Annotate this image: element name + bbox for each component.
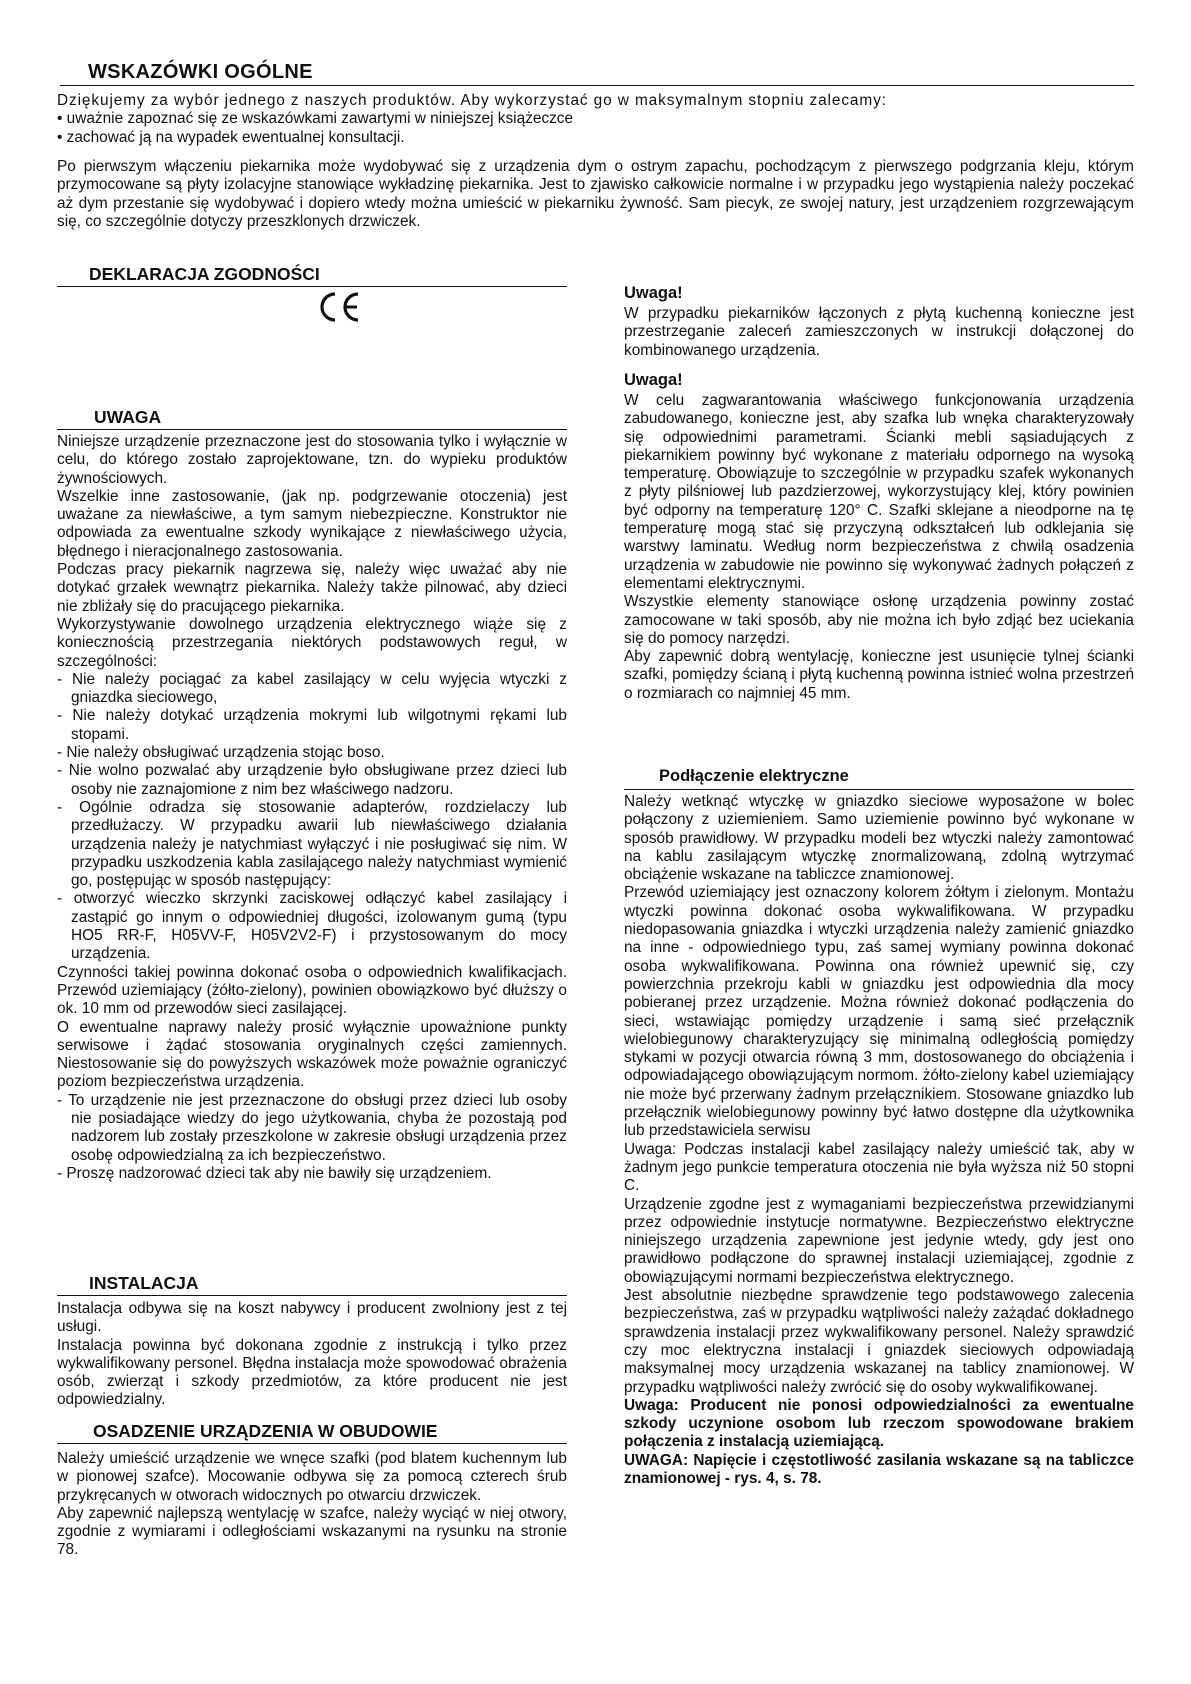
instalacja-paragraph-1: Instalacja odbywa się na koszt nabywcy i producent zwolniony jest z tej usługi.: [57, 1300, 567, 1336]
podlaczenie-warning-2: UWAGA: Napięcie i częstotliwość zasilania wskazane są na tabliczce znamionowej - rys. 4, s. 78.: [624, 1451, 1134, 1487]
uwaga-paragraph-2: Wszelkie inne zastosowanie, (jak np. podgrzewanie otoczenia) jest uważane za niewłaściwe, a tym samym niebezpieczne. Konstruktor nie odpowiada za ewentualne szkody wynikające z niewłaściwego użycia, błędnego i nieracjonalnego zastosowania.: [57, 487, 567, 560]
intro-bullet-2: • zachować ją na wypadek ewentualnej konsultacji.: [57, 128, 405, 146]
uwaga-paragraph-5: Czynności takiej powinna dokonać osoba o odpowiednich kwalifikacjach. Przewód uziemiający (żółto-zielony), powinien obowiązkowo być dłuższy o ok. 10 mm od przewodów sieci zasilającej.: [57, 963, 567, 1018]
uwaga-title: UWAGA: [57, 406, 567, 430]
uwaga-1-text: W przypadku piekarników łączonych z płytą kuchenną konieczne jest przestrzeganie zaleceń zamieszczonych w instrukcji dołączonej do kombinowanego urządzenia.: [624, 305, 1134, 359]
osadzenie-paragraph-1: Należy umieścić urządzenie we wnęce szafki (pod blatem kuchennym lub w pionowej szafce). Mocowanie odbywa się za pomocą czterech śrub przykręcanych w otworach widocznych po otwarciu drzwiczek.: [57, 1450, 567, 1504]
uwaga-list-item: - Proszę nadzorować dzieci tak aby nie bawiły się urządzeniem.: [57, 1164, 492, 1182]
uwaga-list-item: - otworzyć wieczko skrzynki zaciskowej odłączyć kabel zasilający i zastąpić go innym o odpowiedniej długości, izolowanym gumą (typu HO5 RR-F, H05VV-F, H05V2V2-F) i przystosowanym do mocy urządzenia.: [57, 890, 567, 963]
uwaga-paragraph-1: Niniejsze urządzenie przeznaczone jest do stosowania tylko i wyłącznie w celu, do którego zostało zaprojektowane, tzn. do wypieku produktów żywnościowych.: [57, 433, 567, 487]
podlaczenie-warning-1: Uwaga: Producent nie ponosi odpowiedzialności za ewentualne szkody uczynione osobom lub rzeczom spowodowane brakiem połączenia z instalacją uziemiającą.: [624, 1396, 1134, 1451]
uwaga-list-item: - Ogólnie odradza się stosowanie adapterów, rozdzielaczy lub przedłużaczy. W przypadku awarii lub niewłaściwego działania urządzenia należy je natychmiast wyłączyć i nie posługiwać się nim. W przypadku uszkodzenia kabla zasilającego należy natychmiast wymienić go, postępując w sposób następujący:: [57, 798, 567, 890]
uwaga-list-item: - To urządzenie nie jest przeznaczone do obsługi przez dzieci lub osoby nie posiadające wiedzy do jego użytkowania, chyba że pozostają pod nadzorem lub zostały przeszkolone w zakresie obsługi urządzenia przez osobę odpowiedzialną za ich bezpieczeństwo.: [57, 1091, 567, 1164]
uwaga-list-item: - Nie należy pociągać za kabel zasilający w celu wyjęcia wtyczki z gniazdka sieciowego,: [57, 670, 567, 707]
podlaczenie-paragraph-1: Należy wetknąć wtyczkę w gniazdko sieciowe wyposażone w bolec połączony z uziemieniem. Samo uziemienie powinno być wykonane w sposób prawidłowy. W przypadku modeli bez wtyczki należy zamontować na kablu zasilającym wtyczkę znormalizowaną, zdolną wytrzymać obciążenie wskazane na tabliczce znamionowej.: [624, 793, 1134, 884]
uwaga-2-paragraph-3: Aby zapewnić dobrą wentylację, konieczne jest usunięcie tylnej ścianki szafki, pomiędzy ścianą i płytą kuchenną powinna istnieć wolna przestrzeń o rozmiarach co najmniej 45 mm.: [624, 648, 1134, 702]
uwaga-2-title: Uwaga!: [624, 371, 683, 389]
uwaga-list-item: - Nie wolno pozwalać aby urządzenie było obsługiwane przez dzieci lub osoby nie zaznajomione z nim bez właściwego nadzoru.: [57, 762, 567, 798]
uwaga-paragraph-6: O ewentualne naprawy należy prosić wyłącznie upoważnione punkty serwisowe i żądać stosowania oryginalnych części zamiennych. Niestosowanie się do powyższych wskazówek może poważnie ograniczyć poziom bezpieczeństwa urządzenia.: [57, 1018, 567, 1091]
instalacja-title: INSTALACJA: [57, 1272, 567, 1296]
intro-text: Dziękujemy za wybór jednego z naszych produktów. Aby wykorzystać go w maksymalnym stopniu zalecamy:: [57, 92, 887, 109]
podlaczenie-paragraph-4: Urządzenie zgodne jest z wymaganiami bezpieczeństwa przewidzianymi przez odpowiednie instytucje normatywne. Bezpieczeństwo elektryczne niniejszego urządzenia zapewnione jest jedynie wtedy, gdy jest ono prawidłowo podłączone do sprawnej instalacji uziemiającej, zgodnie z obowiązującymi normami bezpieczeństwa elektrycznego.: [624, 1195, 1134, 1286]
intro-paragraph-2: Po pierwszym włączeniu piekarnika może wydobywać się z urządzenia dym o ostrym zapachu, pochodzącym z pierwszego podgrzania kleju, którym przymocowane są płyty izolacyjne stanowiące wykładzinę piekarnika. Jest to zjawisko całkowicie normalne i w przypadku jego wystąpienia należy poczekać aż dym przestanie się wydobywać i dopiero wtedy można umieścić w piekarniku żywność. Sam piecyk, ze swojej natury, jest urządzeniem rozgrzewającym się, co szczególnie dotyczy przeszklonych drzwiczek.: [57, 158, 1134, 230]
instalacja-paragraph-2: Instalacja powinna być dokonana zgodnie z instrukcją i tylko przez wykwalifikowany personel. Błędna instalacja może spowodować obrażenia osób, zwierząt i szkody przedmiotów, za które producent nie jest odpowiedzialny.: [57, 1336, 567, 1409]
podlaczenie-paragraph-5: Jest absolutnie niezbędne sprawdzenie tego podstawowego zalecenia bezpieczeństwa, zaś w przypadku wątpliwości należy zażądać dokładnego sprawdzenia instalacji przez wykwalifikowany personel. Należy sprawdzić czy moc elektryczna instalacji i gniazdek sieciowych odpowiadają maksymalnej mocy urządzenia wskazanej na tablicy znamionowej. W przypadku wątpliwości należy zwrócić się do osoby wykwalifikowanej.: [624, 1287, 1134, 1396]
osadzenie-section: [57, 1450, 567, 1560]
uwaga-2-paragraph-2: Wszystkie elementy stanowiące osłonę urządzenia powinny zostać zamocowane w taki sposób, aby nie można ich było zdjąć bez uciekania się do pomocy narzędzi.: [624, 593, 1134, 647]
podlaczenie-paragraph-2: Przewód uziemiający jest oznaczony kolorem żółtym i zielonym. Montażu wtyczki powinna dokonać osoba wykwalifikowana. W przypadku niedopasowania gniazdka i wtyczki urządzenia należy zamienić gniazdko na inne - odpowiedniego typu, zaś samej wymiany powinna dokonać osoba wykwalifikowana. Powinna ona również upewnić się, czy powierzchnia przekroju kabli w gniazdku jest odpowiednia dla mocy pobieranej przez urządzenie. Można również dokonać podłączenia do sieci, wstawiając pomiędzy urządzenie i samą sieć przełącznik wielobiegunowy charakteryzujący się minimalną odległością pomiędzy stykami w pozycji otwarcia równą 3 mm, dostosowanego do obciążenia i odpowiadającego obowiązującym normom. żółto-zielony kabel uziemiający nie może być przerwany żadnym przełącznikiem. Stosowane gniazdko lub przełącznik wielobiegunowy powinny być łatwo dostępne dla użytkownika lub przedstawiciela serwisu: [624, 884, 1134, 1140]
podlaczenie-section: [624, 793, 1134, 1488]
podlaczenie-title: Podłączenie elektryczne: [624, 766, 1134, 790]
declaration-title: DEKLARACJA ZGODNOŚCI: [57, 263, 567, 287]
ce-mark-icon: [315, 290, 361, 324]
uwaga-2-paragraph-1: W celu zagwarantowania właściwego funkcjonowania urządzenia zabudowanego, konieczne jest, aby szafka lub wnęka charakteryzowały się odpowiednimi parametrami. Ścianki mebli sąsiadujących z piekarnikiem powinny być wykonane z materiału odpornego na wysoką temperaturę. Obowiązuje to szczególnie w przypadku szafek wykonanych z płyty pilśniowej lub pazdzierzowej, wykorzystujący klej, który powinien być odporny na temperaturę 120° C. Szafki sklejane a nieodporne na tę temperaturę mogą stać się przyczyną odkształceń lub odklejania się warstwy laminatu. Według norm bezpieczeństwa z chwilą osadzenia urządzenia w zabudowie nie powinno się wykonywać żadnych połączeń z elementami elektrycznymi.: [624, 392, 1134, 592]
osadzenie-paragraph-2: Aby zapewnić najlepszą wentylację w szafce, należy wyciąć w niej otwory, zgodnie z wymiarami i odległościami wskazanymi na rysunku na stronie 78.: [57, 1504, 567, 1559]
intro-bullet-1: • uważnie zapoznać się ze wskazówkami zawartymi w niniejszej książeczce: [57, 110, 574, 128]
uwaga-paragraph-3: Podczas pracy piekarnik nagrzewa się, należy więc uważać aby nie dotykać grzałek wewnątrz piekarnika. Należy także pilnować, aby dzieci nie zbliżały się do pracującego piekarnika.: [57, 561, 567, 615]
uwaga-2-section: [624, 392, 1134, 703]
uwaga-list-item: - Nie należy obsługiwać urządzenia stojąc boso.: [57, 744, 385, 762]
uwaga-1-title: Uwaga!: [624, 284, 683, 302]
uwaga-paragraph-4: Wykorzystywanie dowolnego urządzenia elektrycznego wiąże się z koniecznością przestrzegania niektórych podstawowych reguł, w szczególności:: [57, 615, 567, 670]
podlaczenie-paragraph-3: Uwaga: Podczas instalacji kabel zasilający należy umieścić tak, aby w żadnym jego punkcie temperatura otoczenia nie była wyższa niż 50 stopni C.: [624, 1140, 1134, 1195]
uwaga-section: [57, 433, 567, 1183]
instalacja-section: [57, 1300, 567, 1410]
osadzenie-title: OSADZENIE URZĄDZENIA W OBUDOWIE: [57, 1420, 567, 1444]
intro-block: [57, 92, 1134, 147]
main-title: WSKAZÓWKI OGÓLNE: [60, 60, 1134, 86]
uwaga-list-item: - Nie należy dotykać urządzenia mokrymi lub wilgotnymi rękami lub stopami.: [57, 707, 567, 743]
